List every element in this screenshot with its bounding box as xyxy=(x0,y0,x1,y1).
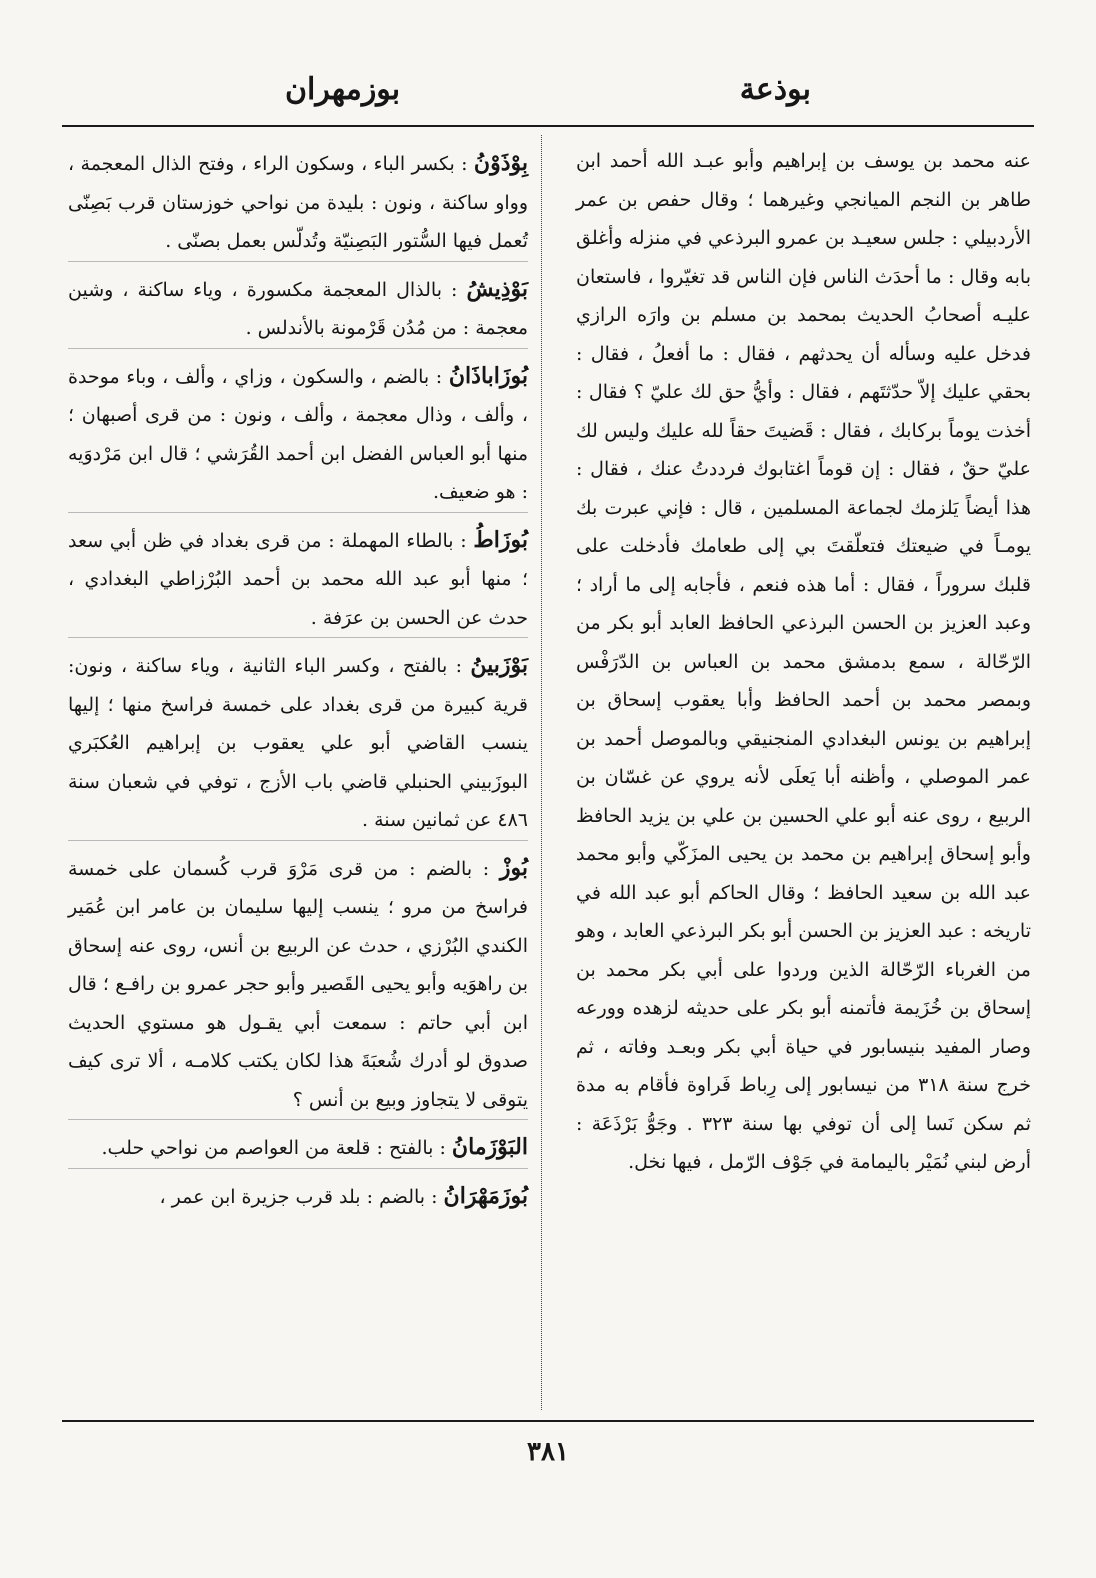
entry-separator xyxy=(68,512,528,513)
right-column-text: عنه محمد بن يوسف بن إبراهيم وأبو عبـد الله أحمد ابن طاهر بن النجم الميانجي وغيرهما ؛ وقال حفص بن عمر الأردبيلي : جلس سعيـد بن عمرو البرذعي في منزله وأغلق بابه وقال : ما أحدَث الناس فإن الناس قد تغيّروا ، فاستعان عليـه أصحابُ الحديث بمحمد بن مسلم بن وارَه الرازي فدخل عليه وسأله أن يحدثهم ، فقال : ما أفعلُ ، فقال : بحقي عليك إلاّ حدّثتَهم ، فقال : وأيُّ حق لك عليّ ؟ فقال : أخذت يوماً بركابك ، فقال : قَضيتَ حقاً لله عليك وليس لك عليّ حقٌ ، فقال : إن قوماً اغتابوك فرددتُ عنك ، فقال : هذا أيضاً يَلزمك لجماعة المسلمين ، قال : فإني عبرت بك يومـاً في ضيعتك فتعلّقتَ بي إلى طعامك فأدخلت على قلبك سروراً ، فقال : أما هذه فنعم ، فأجابه إلى ما أراد ؛ وعبد العزيز بن الحسن البرذعي الحافظ العابد أبو بكر من الرّحّالة ، سمع بدمشق محمد بن العباس بن الدّرَفْس وبمصر محمد بن أحمد الحافظ وأبا يعقوب إسحاق بن إبراهيم بن يونس البغدادي المنجنيقي وبالموصل أحمد بن عمر الموصلي ، وأظنه أبا يَعلَى لأنه يروي عن غسّان بن الربيع ، روى عنه أبو علي الحسين بن علي بن يزيد الحافظ وأبو إسحاق إبراهيم بن محمد بن يحيى المزَكّي وأبو محمد عبد الله بن سعيد الحافظ ؛ وقال الحاكم أبو عبد الله في تاريخه : عبد العزيز بن الحسن أبو بكر البرذعي العابد ، وهو من الغرباء الرّحّالة الذين وردوا على أبي بكر محمد بن إسحاق بن خُزَيمة فأتمنه أبو بكر على حديثه لزهده وورعه وصار المفيد بنيسابور في حياة أبي بكر وبعـد وفاته ، ثم خرج سنة ٣١٨ من نيسابور إلى رِباط فَراوة فأقام به مدة ثم سكن نَسا إلى أن توفي بها سنة ٣٢٣ . وجَوُّ بَرْذَعَة : أرض لبني نُمَيْر باليمامة في جَوْف الرّمل ، فيها نخل. xyxy=(576,150,1031,1173)
running-header-right: بوذعة xyxy=(739,72,811,107)
entry-separator xyxy=(68,637,528,638)
running-header-left: بوزمهران xyxy=(285,72,401,107)
entry-headword: بِوْذَوْنُ xyxy=(473,150,528,176)
entry-headword: البَوْزَمانُ xyxy=(451,1134,528,1160)
right-column xyxy=(576,142,1031,1182)
entry xyxy=(68,1175,528,1217)
column-divider xyxy=(541,135,542,1410)
entry xyxy=(68,644,528,840)
entry-headword: بَوْذِيشُ xyxy=(466,275,528,302)
entry xyxy=(68,519,528,638)
entry-text: : بالذال المعجمة مكسورة ، وياء ساكنة ، وشين معجمة : من مُدُن قَرْمونة بالأندلس . xyxy=(68,278,528,339)
entry-separator xyxy=(68,261,528,262)
entry-text: : بالفتح : قلعة من العواصم من نواحي حلب. xyxy=(101,1137,452,1159)
entry-text: : بكسر الباء ، وسكون الراء ، وفتح الذال المعجمة ، وواو ساكنة ، ونون : بليدة من نواحي خوزستان قرب بَصِنّى تُعمل فيها السُّتور البَصِنيّة وتُدلّس بعمل بصنّى . xyxy=(68,153,528,252)
entry-headword: بَوْزَبينُ xyxy=(470,652,528,678)
entry-text: : بالفتح ، وكسر الباء الثانية ، وياء ساكنة ، ونون: قرية كبيرة من قرى بغداد على خمسة فراسخ منها ؛ إليها ينسب القاضي أبو علي يعقوب بن إبراهيم العُكبَري البوزَبيني الحنبلي قاضي باب الأزج ، توفي في شعبان سنة ٤٨٦ عن ثمانين سنة . xyxy=(68,655,528,831)
entry-headword: بُوزَاطُ xyxy=(473,526,528,553)
entry-text: : بالضم : بلد قرب جزيرة ابن عمر ، xyxy=(159,1185,444,1208)
page-number: ٣٨١ xyxy=(527,1437,569,1467)
entry-separator xyxy=(68,348,528,349)
entry-headword: بُوزْ xyxy=(499,854,528,881)
entry-headword: بُوزَمَهْرَانُ xyxy=(443,1182,528,1209)
entry xyxy=(68,847,528,1120)
entry xyxy=(68,355,528,512)
entry xyxy=(68,142,528,261)
header-rule xyxy=(62,125,1034,127)
entry-separator xyxy=(68,1168,528,1169)
entry-text: : بالضم ، والسكون ، وزاي ، وألف ، وباء موحدة ، وألف ، وذال معجمة ، وألف ، ونون : من قرى أصبهان ؛ منها أبو العباس الفضل ابن أحمد القُرَشي ؛ قال ابن مَرْدوَيه : هو ضعيف. xyxy=(68,365,528,503)
entry-text: : بالضم : من قرى مَرْوَ قرب كُسمان على خمسة فراسخ من مرو ؛ ينسب إليها سليمان بن عامر ابن عُمَير الكندي البُرْزي ، حدث عن الربيع بن أنس، روى عنه إسحاق بن راهوَيه وأبو يحيى القَصير وأبو حجر عمرو بن رافـع ؛ قال ابن أبي حاتم : سمعت أبي يقـول هو مستوي الحديث صدوق لو أدرك شُعبَةَ هذا لكان يكتب كلامـه ، ألا ترى كيف يتوقى لا يتجاوز وبيع بن أنس ؟ xyxy=(68,857,528,1111)
entry xyxy=(68,1126,528,1168)
entry-text: : بالطاء المهملة : من قرى بغداد في ظن أبي سعد ؛ منها أبو عبد الله محمد بن أحمد البُرْزاطي البغدادي ، حدث عن الحسن بن عرَفة . xyxy=(68,529,528,629)
left-column xyxy=(68,142,528,1216)
footer-rule xyxy=(62,1420,1034,1422)
entry xyxy=(68,268,528,348)
entry-separator xyxy=(68,1119,528,1120)
entry-separator xyxy=(68,840,528,841)
entry-headword: بُوزَاباذَانُ xyxy=(448,362,528,389)
